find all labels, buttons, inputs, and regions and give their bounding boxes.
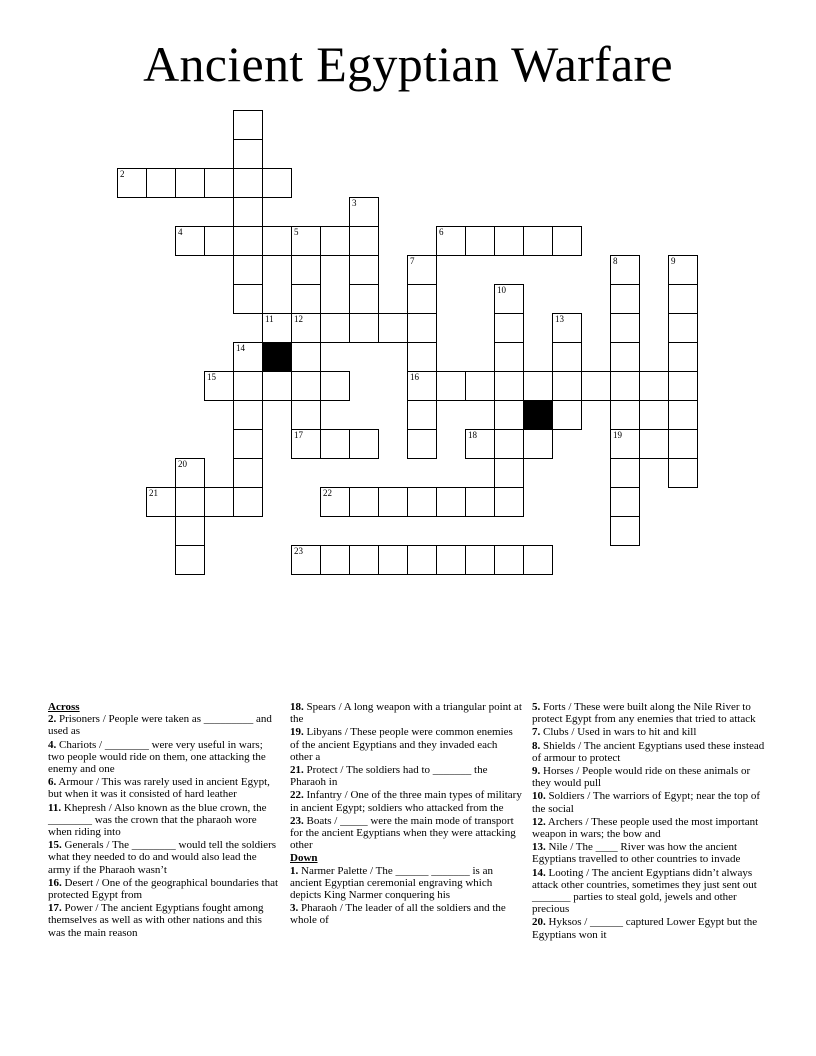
down-clue [532,841,770,865]
grid-cell[interactable] [494,545,524,575]
grid-cell[interactable] [262,313,292,343]
grid-cell[interactable] [407,284,437,314]
clue-number-label: 9 [671,256,676,266]
grid-block [262,342,292,372]
clue-number-label: 18 [468,430,477,440]
grid-cell[interactable] [349,487,379,517]
grid-cell[interactable] [291,313,321,343]
grid-cell[interactable] [465,429,495,459]
clue-number-label: 22 [323,488,332,498]
grid-cell[interactable] [175,516,205,546]
down-clue [532,765,770,789]
grid-cell[interactable] [291,284,321,314]
grid-cell[interactable] [291,226,321,256]
grid-cell[interactable] [581,371,611,401]
down-clue [290,865,522,902]
grid-cell[interactable] [175,545,205,575]
page-title: Ancient Egyptian Warfare [143,36,673,92]
clue-number: 10. [532,790,546,803]
clue-number-label: 7 [410,256,415,266]
across-clue [48,839,280,876]
clue-number-label: 19 [613,430,622,440]
clue-number: 3. [290,902,299,915]
grid-cell[interactable] [436,487,466,517]
grid-cell[interactable] [233,284,263,314]
grid-cell[interactable] [668,255,698,285]
clue-text: Narmer Palette / The ______ _______ is an ancient Egyptian ceremonial engraving which depicts King Narmer conquering his [290,864,493,902]
clues-column-1 [48,701,280,940]
grid-cell[interactable] [465,371,495,401]
grid-cell[interactable] [610,342,640,372]
clue-number: 5. [532,701,541,713]
grid-cell[interactable] [291,255,321,285]
grid-cell[interactable] [291,545,321,575]
grid-cell[interactable] [407,255,437,285]
grid-cell[interactable] [668,313,698,343]
grid-cell[interactable] [465,545,495,575]
grid-cell[interactable] [552,400,582,430]
clue-number-label: 2 [120,169,125,179]
down-clue [532,740,770,764]
clue-number: 11. [48,801,62,814]
clue-text: Armour / This was rarely used in ancient Egypt, but when it was it consisted of hard leather [48,776,270,801]
down-clue [532,816,770,840]
grid-cell[interactable] [610,255,640,285]
grid-cell[interactable] [610,284,640,314]
grid-cell[interactable] [610,313,640,343]
grid-cell[interactable] [291,342,321,372]
grid-cell[interactable] [494,284,524,314]
grid-block [523,400,553,430]
down-clue [532,701,770,725]
grid-cell[interactable] [320,545,350,575]
grid-cell[interactable] [552,226,582,256]
clue-number-label: 5 [294,227,299,237]
clue-number: 1. [290,864,299,877]
grid-cell[interactable] [610,458,640,488]
grid-cell[interactable] [146,487,176,517]
grid-cell[interactable] [262,168,292,198]
clue-text: Spears / A long weapon with a triangular point at the [290,701,522,726]
across-clue [290,726,522,763]
grid-cell[interactable] [175,487,205,517]
grid-cell[interactable] [436,371,466,401]
clue-number-label: 15 [207,372,216,382]
grid-cell[interactable] [233,371,263,401]
grid-cell[interactable] [552,371,582,401]
clue-number: 2. [48,713,57,726]
grid-cell[interactable] [494,342,524,372]
clue-text: Chariots / ________ were very useful in wars; two people would ride on them, one attacking the enemy and one [48,738,266,776]
clue-text: Desert / One of the geographical boundaries that protected Egypt from [48,876,279,902]
grid-cell[interactable] [291,371,321,401]
clue-number: 17. [48,902,62,915]
grid-cell[interactable] [349,226,379,256]
down-clue [532,916,770,940]
grid-cell[interactable] [378,313,408,343]
across-clue [48,902,280,939]
clue-text: Power / The ancient Egyptians fought among themselves as well as with other nations and this was the main reason [48,902,264,939]
grid-cell[interactable] [320,487,350,517]
grid-cell[interactable] [610,516,640,546]
grid-cell[interactable] [175,458,205,488]
clue-number-label: 20 [178,459,187,469]
grid-cell[interactable] [291,429,321,459]
grid-cell[interactable] [407,487,437,517]
clue-text: Protect / The soldiers had to _______ the Pharaoh in [290,764,488,789]
clue-text: Shields / The ancient Egyptians used these instead of armour to protect [532,739,765,764]
grid-cell[interactable] [552,342,582,372]
grid-cell[interactable] [146,168,176,198]
grid-cell[interactable] [610,371,640,401]
across-clue [48,802,280,839]
grid-cell[interactable] [610,429,640,459]
grid-cell[interactable] [233,255,263,285]
grid-cell[interactable] [204,226,234,256]
across-clue [290,701,522,725]
grid-cell[interactable] [233,110,263,140]
grid-cell[interactable] [233,139,263,169]
clue-number-label: 6 [439,227,444,237]
across-clue [48,713,280,737]
clue-number-label: 3 [352,198,357,208]
clue-number: 16. [48,876,62,889]
grid-cell[interactable] [668,458,698,488]
clue-number: 22. [290,789,304,802]
clue-text: Generals / The ________ would tell the soldiers what they needed to do and would also lead the army if the Pharaoh wasn’t [48,839,277,876]
clue-number: 14. [532,866,546,879]
grid-cell[interactable] [494,458,524,488]
grid-cell[interactable] [494,429,524,459]
grid-cell[interactable] [407,545,437,575]
clue-text: Archers / These people used the most important weapon in wars; the bow and [532,815,759,841]
clue-number: 21. [290,764,304,777]
clue-text: Boats / _____ were the main mode of transport for the ancient Egyptians when they were attacking other [290,814,516,852]
down-heading: Down [290,852,318,865]
down-clue [532,790,770,814]
clue-number: 9. [532,765,541,778]
grid-cell[interactable] [262,371,292,401]
grid-cell[interactable] [436,226,466,256]
across-clue [290,789,522,813]
clue-number-label: 23 [294,546,303,556]
across-clue [290,764,522,788]
grid-cell[interactable] [494,313,524,343]
grid-cell[interactable] [523,226,553,256]
clue-number: 7. [532,726,541,739]
grid-cell[interactable] [668,284,698,314]
grid-cell[interactable] [349,255,379,285]
clue-text: Khepresh / Also known as the blue crown, the ________ was the crown that the pharaoh wore when riding into [48,801,267,839]
clue-number: 23. [290,814,304,827]
clue-number: 8. [532,739,541,752]
grid-cell[interactable] [175,168,205,198]
clues-column-2 [290,701,522,928]
grid-cell[interactable] [494,371,524,401]
clue-number: 15. [48,839,62,852]
clue-text: Soldiers / The warriors of Egypt; near the top of the social [532,790,760,815]
down-clue [290,902,522,926]
grid-cell[interactable] [349,429,379,459]
clue-text: Horses / People would ride on these animals or they would pull [532,765,751,790]
grid-cell[interactable] [668,371,698,401]
grid-cell[interactable] [117,168,147,198]
clue-text: Pharaoh / The leader of all the soldiers and the whole of [290,902,506,927]
grid-cell[interactable] [233,226,263,256]
clue-number: 12. [532,815,546,828]
grid-cell[interactable] [204,487,234,517]
grid-cell[interactable] [523,371,553,401]
grid-cell[interactable] [204,168,234,198]
grid-cell[interactable] [233,168,263,198]
grid-cell[interactable] [639,371,669,401]
grid-cell[interactable] [320,371,350,401]
across-clue [290,815,522,852]
clue-number: 4. [48,738,57,751]
across-clue [48,776,280,800]
across-clue [48,877,280,901]
clue-number-label: 4 [178,227,183,237]
grid-cell[interactable] [436,545,466,575]
clue-number-label: 10 [497,285,506,295]
grid-cell[interactable] [407,429,437,459]
grid-cell[interactable] [523,429,553,459]
grid-cell[interactable] [668,342,698,372]
grid-cell[interactable] [668,400,698,430]
grid-cell[interactable] [320,313,350,343]
clue-number-label: 13 [555,314,564,324]
clue-number: 6. [48,776,57,789]
clue-number: 20. [532,916,546,929]
grid-cell[interactable] [668,429,698,459]
down-clue [532,726,770,738]
grid-cell[interactable] [233,458,263,488]
grid-cell[interactable] [465,487,495,517]
clue-text: Infantry / One of the three main types of military in ancient Egypt; soldiers who attacked from the [290,789,522,814]
grid-cell[interactable] [494,400,524,430]
grid-cell[interactable] [407,371,437,401]
across-clue [48,739,280,776]
grid-cell[interactable] [552,313,582,343]
grid-cell[interactable] [291,400,321,430]
clue-text: Hyksos / ______ captured Lower Egypt but the Egyptians won it [532,916,758,941]
clue-number-label: 14 [236,343,245,353]
clue-text: Libyans / These people were common enemies of the ancient Egyptians and they invaded each other a [290,726,513,763]
grid-cell[interactable] [233,400,263,430]
grid-cell[interactable] [494,226,524,256]
grid-cell[interactable] [349,197,379,227]
grid-cell[interactable] [407,313,437,343]
clue-text: Looting / The ancient Egyptians didn’t always attack other countries, sometimes they just sent out _______ parties to steal gold, jewels and other precious [532,866,757,916]
clue-text: Nile / The ____ River was how the ancient Egyptians travelled to other countries to invade [532,841,741,866]
grid-cell[interactable] [233,429,263,459]
grid-cell[interactable] [320,429,350,459]
grid-cell[interactable] [610,400,640,430]
grid-cell[interactable] [378,487,408,517]
grid-cell[interactable] [233,487,263,517]
clue-number-label: 11 [265,314,274,324]
grid-cell[interactable] [639,429,669,459]
clue-number: 13. [532,841,546,854]
clue-text: Forts / These were built along the Nile River to protect Egypt from any enemies that tried to attack [532,701,756,726]
clue-number-label: 21 [149,488,158,498]
grid-cell[interactable] [494,487,524,517]
grid-cell[interactable] [407,400,437,430]
grid-cell[interactable] [378,545,408,575]
clue-text: Prisoners / People were taken as _________ and used as [48,713,272,738]
clue-number-label: 17 [294,430,303,440]
clue-number-label: 16 [410,372,419,382]
clue-number-label: 12 [294,314,303,324]
across-heading: Across [48,701,80,713]
clues-column-3 [532,701,770,942]
clue-text: Clubs / Used in wars to hit and kill [540,726,697,739]
grid-cell[interactable] [204,371,234,401]
down-clue [532,867,770,916]
grid-cell[interactable] [407,342,437,372]
clue-number-label: 8 [613,256,618,266]
grid-cell[interactable] [349,545,379,575]
grid-cell[interactable] [465,226,495,256]
clue-number: 19. [290,726,304,739]
grid-cell[interactable] [523,545,553,575]
grid-cell[interactable] [349,284,379,314]
grid-cell[interactable] [320,226,350,256]
grid-cell[interactable] [349,313,379,343]
grid-cell[interactable] [233,197,263,227]
grid-cell[interactable] [233,342,263,372]
grid-cell[interactable] [175,226,205,256]
clue-number: 18. [290,701,304,713]
grid-cell[interactable] [610,487,640,517]
grid-cell[interactable] [262,226,292,256]
